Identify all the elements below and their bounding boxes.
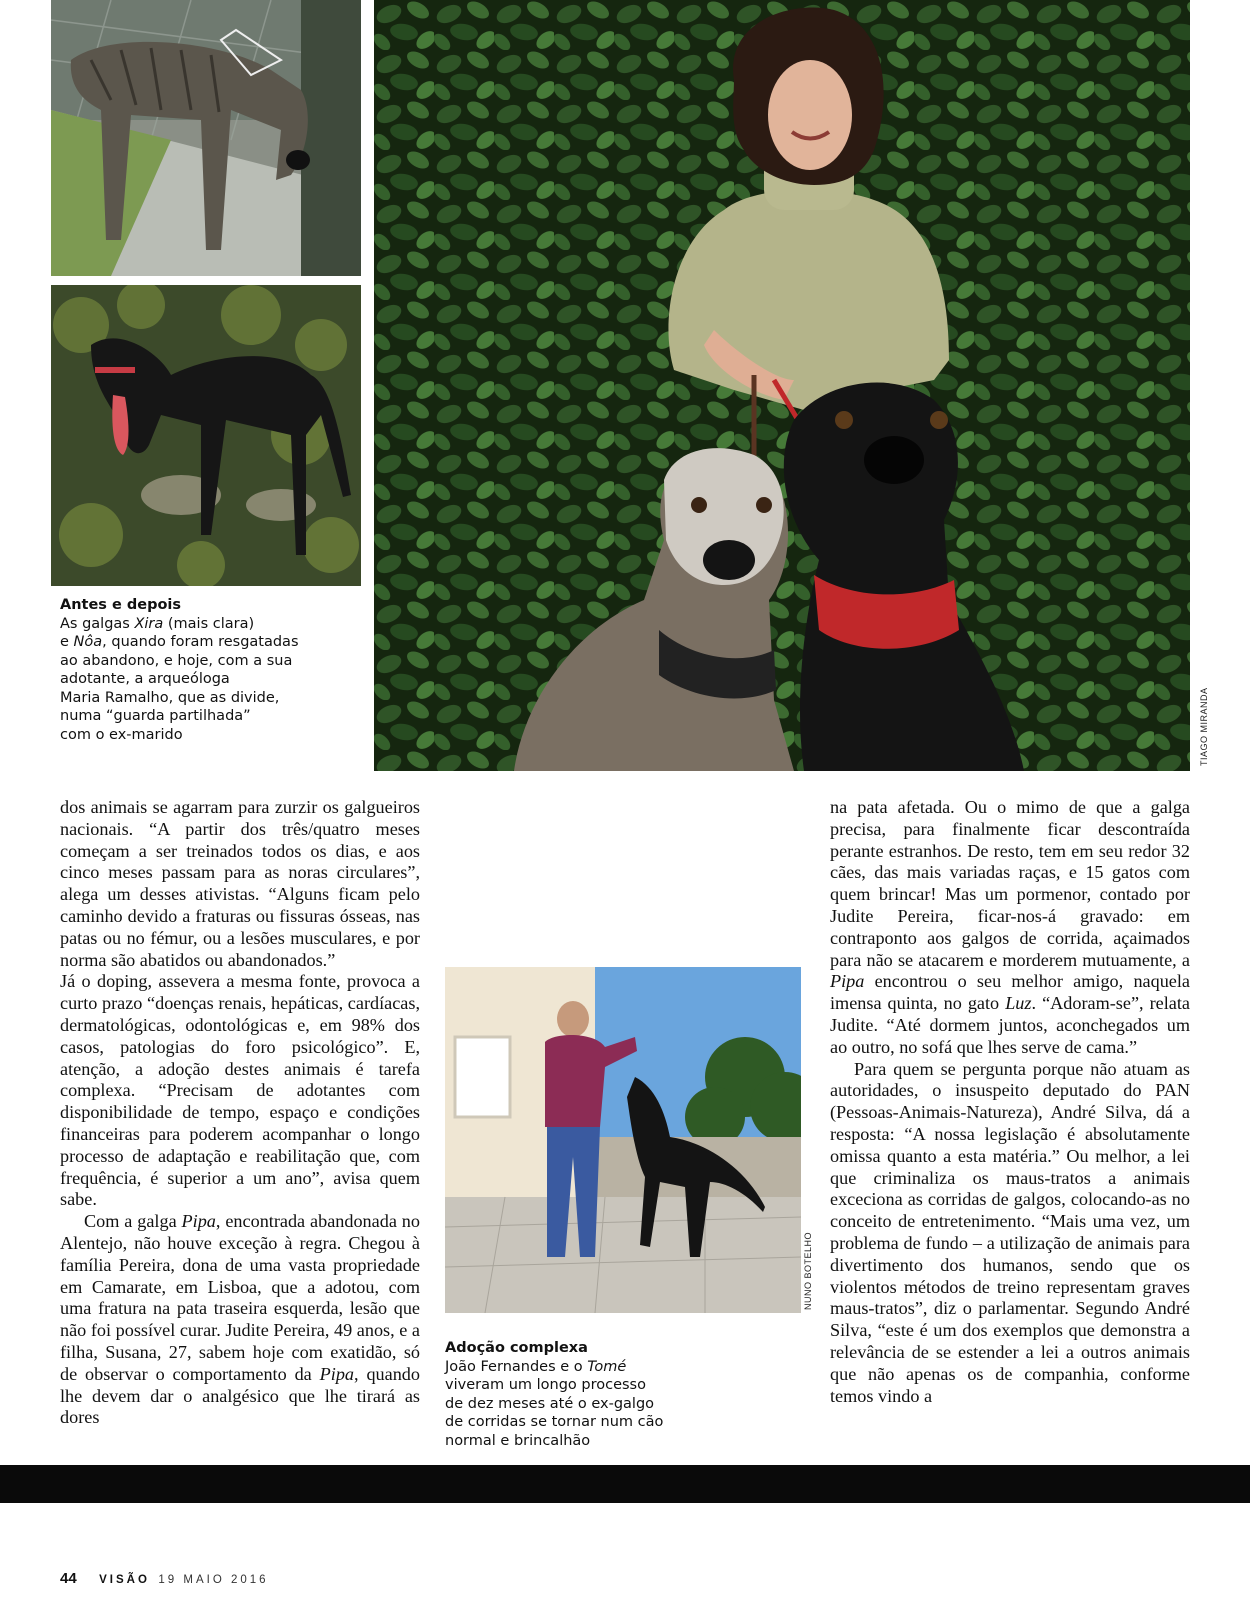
article-paragraph: Com a galga Pipa, encontrada abandonada no Alentejo, não houve exceção à regra. Chegou à família Pereira, dona de uma vasta propriedade em Camarate, em Lisboa, que a adotou, com uma fratura na pata traseira esquerda, lesão que não foi possível curar. Judite Pereira, 49 anos, e a filha, Susana, 27, sabem hoje com exatidão, só de observar o comportamento da Pipa, quando lhe devem dar o analgésico que lhe tirará as dores xyxy=(60,1211,420,1428)
article-paragraph: dos animais se agarram para zurzir os galgueiros nacionais. “A partir dos três/quatro meses começam a ser treinados todos os dias, e aos cinco meses passam para as noras circulares”, alega um desses ativistas. “Alguns ficam pelo caminho devido a fraturas ou fissuras ósseas, nas patas ou no fémur, ou a lesões musculares, e por norma são abatidos ou abandonados.” xyxy=(60,797,420,970)
caption-line: de dez meses até o ex-galgo xyxy=(445,1395,655,1412)
page-footer xyxy=(60,1570,269,1588)
caption-line: adotante, a arqueóloga xyxy=(60,671,230,687)
caption-line: e Nôa, quando foram resgatadas xyxy=(60,634,299,650)
caption-title: Adoção complexa xyxy=(445,1340,588,1356)
footer-bar xyxy=(0,1465,1250,1503)
photo-noa-before xyxy=(51,285,361,586)
issue-date: 19 MAIO 2016 xyxy=(158,1574,269,1586)
caption-line: As galgas Xira (mais clara) xyxy=(60,615,255,632)
photo-joao-fernandes-tome xyxy=(445,967,801,1313)
article-column-right xyxy=(830,797,1190,1407)
caption-line: numa “guarda partilhada” xyxy=(60,708,251,724)
photo-main-maria-ramalho xyxy=(374,0,1190,771)
caption-line: João Fernandes e o Tomé xyxy=(445,1358,627,1375)
caption-title: Antes e depois xyxy=(60,597,182,613)
photo-xira-before xyxy=(51,0,361,276)
caption-before-after xyxy=(60,596,299,744)
caption-line: viveram um longo processo xyxy=(445,1377,646,1393)
article-paragraph: Já o doping, assevera a mesma fonte, provoca a curto prazo “doenças renais, hepáticas, cardíacas, dermatológicas, odontológicas e, em 98% dos casos, patologias do foro psicológico”. E, atenção, a adoção destes animais é tarefa complexa. “Precisam de adotantes com disponibilidade de tempo, espaço e condições financeiras para poderem acompanhar o longo processo de adaptação e reabilitação que, com frequência, é superior a um ano”, avisa quem sabe. xyxy=(60,971,420,1210)
page-number: 44 xyxy=(60,1570,77,1587)
caption-line: com o ex-marido xyxy=(60,726,183,743)
caption-line: normal e brincalhão xyxy=(445,1432,591,1449)
caption-line: ao abandono, e hoje, com a sua xyxy=(60,652,293,669)
article-column-left xyxy=(60,797,420,1429)
article-paragraph: Para quem se pergunta porque não atuam as autoridades, o insuspeito deputado do PAN (Pessoas-Animais-Natureza), André Silva, dá a resposta: “A nossa legislação é absolutamente omissa quanto a esta matéria.” Ou melhor, a lei que criminaliza os maus-tratos a animais exceciona as corridas de galgos, colocando-as no conceito de entretenimento. “Mais uma vez, um problema de fundo – a utilização de animais para divertimento dos humanos, sendo que os violentos métodos de treino representam graves maus-tratos”, diz o parlamentar. Segundo André Silva, “este é um dos exemplos que demonstra a relevância de se estender a lei a outros animais que não apenas os de companhia, conforme temos vindo a xyxy=(830,1058,1190,1406)
photo-credit-secondary: NUNO BOTELHO xyxy=(803,1231,813,1310)
caption-line: de corridas se tornar num cão xyxy=(445,1414,664,1430)
caption-adoption xyxy=(445,1339,663,1450)
caption-line: Maria Ramalho, que as divide, xyxy=(60,689,280,706)
article-paragraph: na pata afetada. Ou o mimo de que a galga precisa, para finalmente ficar descontraída perante estranhos. De resto, tem em seu redor 32 cães, das mais variadas raças, e 15 gatos com quem brincar! Mas um pormenor, contado por Judite Pereira, ficar-nos-á gravado: em contraponto aos galgos de corrida, açaimados para não se atacarem e morderem mutuamente, a Pipa encontrou o seu melhor amigo, naquela imensa quinta, no gato Luz. “Adoram-se”, relata Judite. “Até dormem juntos, aconchegados um ao outro, no sofá que lhes serve de cama.” xyxy=(830,797,1190,1057)
photo-credit-main: TIAGO MIRANDA xyxy=(1199,687,1209,766)
magazine-name: VISÃO xyxy=(99,1574,150,1586)
